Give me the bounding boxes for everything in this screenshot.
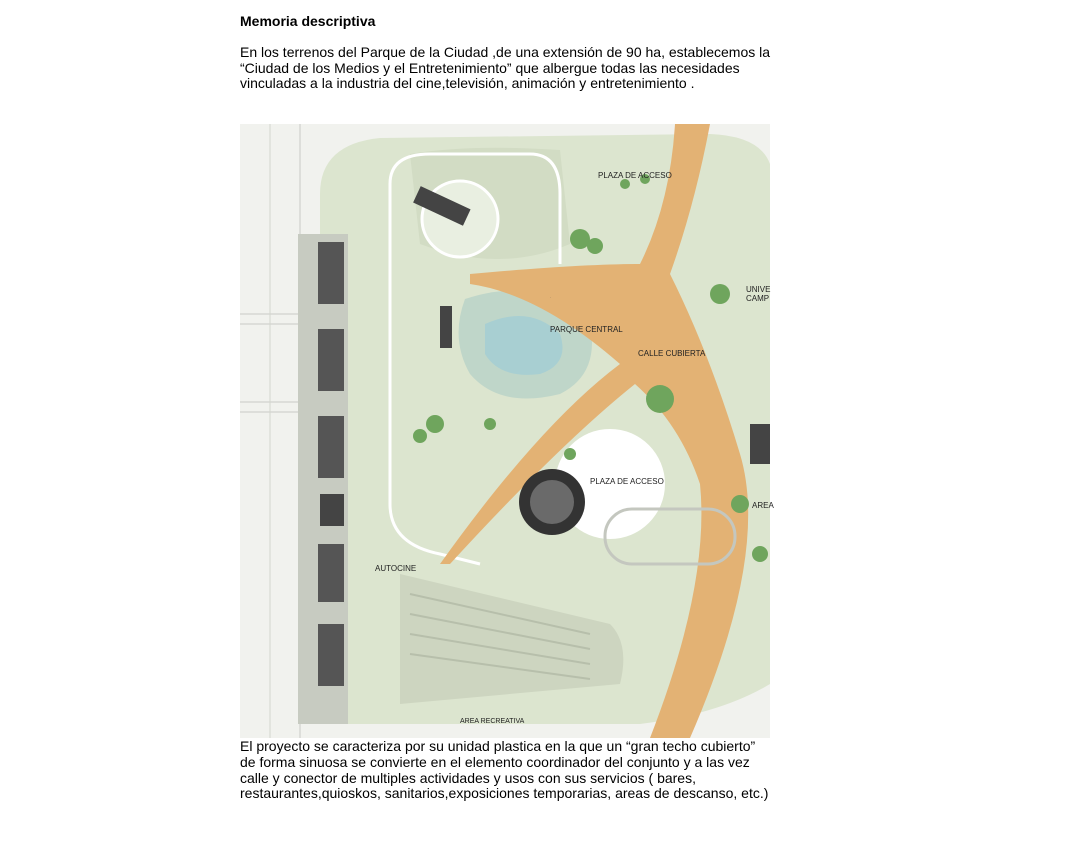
label-area-recreativa: AREA RECREATIVA bbox=[460, 718, 525, 725]
building-block bbox=[318, 416, 344, 478]
building-block bbox=[318, 544, 344, 602]
label-plaza-acceso-south: PLAZA DE ACCESO bbox=[590, 477, 664, 486]
label-area: AREA bbox=[752, 501, 774, 510]
outro-paragraph bbox=[240, 739, 780, 802]
outro-line: El proyecto se caracteriza por su unidad plastica en la que un “gran techo cubierto” bbox=[240, 738, 756, 754]
label-camp: CAMP bbox=[746, 294, 770, 303]
label-plaza-acceso-north: PLAZA DE ACCESO bbox=[598, 171, 672, 180]
small-annotation: · bbox=[550, 296, 552, 300]
building-block bbox=[440, 306, 452, 348]
building-block bbox=[318, 624, 344, 686]
building-block bbox=[320, 494, 344, 526]
label-univ: UNIVE bbox=[746, 285, 771, 294]
document-title: Memoria descriptiva bbox=[240, 13, 376, 29]
site-plan bbox=[240, 124, 774, 738]
site-plan-drawing bbox=[240, 124, 774, 738]
building-block bbox=[318, 329, 344, 391]
label-calle-cubierta: CALLE CUBIERTA bbox=[638, 349, 706, 358]
outro-line: de forma sinuosa se convierte en el elemento coordinador del conjunto y a las vez calle y conector de multiples actividades y usos con sus servicios ( bares, restaurantes,quioskos, sanitarios,exposiciones temporarias, areas de descanso, etc.) bbox=[240, 753, 769, 802]
intro-paragraph: En los terrenos del Parque de la Ciudad ,de una extensión de 90 ha, establecemos la “Ciudad de los Medios y el Entretenimiento” que albergue todas las necesidades vinculadas a la industria del cine,televisión, animación y entretenimiento . bbox=[240, 44, 771, 92]
building-block bbox=[750, 424, 770, 464]
label-autocine: AUTOCINE bbox=[375, 564, 417, 573]
building-block bbox=[318, 242, 344, 304]
label-parque-central: PARQUE CENTRAL bbox=[550, 325, 623, 334]
round-building-roof bbox=[530, 480, 574, 524]
